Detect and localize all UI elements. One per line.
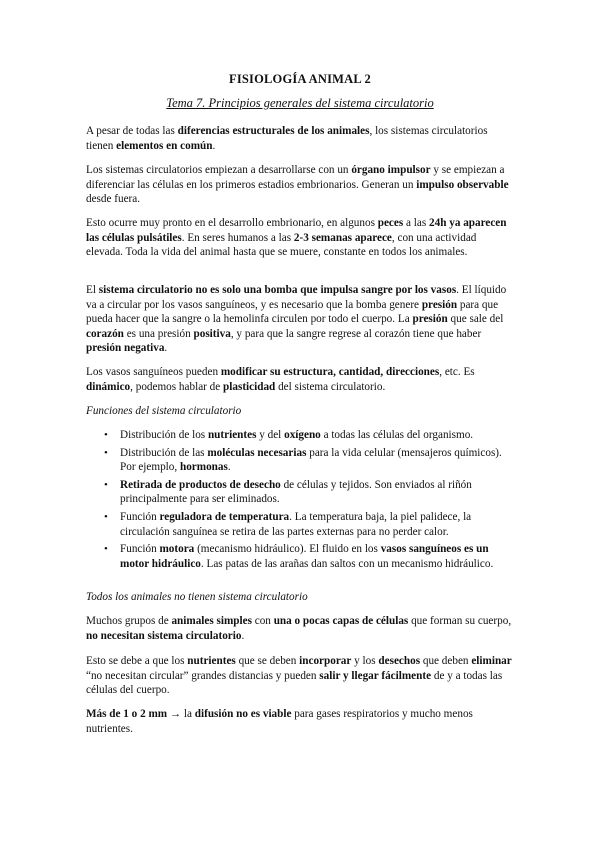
bold-term: dinámico — [86, 380, 131, 393]
text-run: del sistema circulatorio. — [275, 380, 386, 393]
text-run: . — [164, 342, 168, 355]
bold-term: incorporar — [299, 655, 352, 667]
text-run: . — [241, 629, 245, 642]
text-run: . El líquido va a circular por los vasos sanguíneos, y es necesario que la bomba genere — [86, 284, 507, 311]
bold-term: Más de 1 o 2 mm — [86, 708, 168, 720]
bold-term: nutrientes — [207, 429, 257, 441]
paragraph-plasticidad — [86, 365, 516, 394]
text-run: “no necesitan circular” grandes distancias y pueden — [86, 669, 320, 682]
text-run: que deben — [420, 655, 472, 667]
bold-term: presión negativa — [86, 342, 165, 355]
section-heading-funciones: Funciones del sistema circulatorio — [86, 405, 242, 417]
document-title: FISIOLOGÍA ANIMAL 2 — [228, 72, 372, 86]
bold-term: eliminar — [471, 655, 512, 667]
text-run: para la vida celular (mensajeros químicos). Por ejemplo, — [120, 446, 502, 474]
text-run: . — [227, 461, 231, 474]
text-run: es una presión — [123, 327, 194, 340]
text-run: y del — [256, 429, 285, 441]
text-run: . Las patas de las arañas dan saltos con un mecanismo hidráulico. — [200, 557, 494, 570]
bold-term: Retirada de productos de desecho — [120, 478, 281, 491]
text-run: y los — [351, 655, 379, 667]
bold-term: hormonas — [179, 461, 228, 474]
paragraph-animales-simples — [86, 614, 516, 643]
text-run: y se empiezan a diferenciar las células en los primeros estadios embrionarios. Generan un — [86, 164, 505, 191]
bullet-icon: • — [104, 446, 108, 459]
bullet-icon: • — [104, 543, 108, 556]
paragraph-organo-impulsor — [86, 163, 516, 207]
paragraph-difusion — [86, 707, 516, 736]
text-run: de células y tejidos. Son enviados al riñón principalmente para ser eliminados. — [120, 478, 472, 506]
list-item-text — [120, 511, 471, 538]
text-run: Los vasos sanguíneos pueden — [86, 366, 221, 378]
bold-term: órgano impulsor — [351, 164, 431, 176]
text-run: Esto se debe a que los — [86, 655, 188, 667]
text-run: . En seres humanos a las — [181, 231, 294, 244]
text-run: , con una actividad elevada. Toda la vida del animal hasta que se muere, constante en todos los animales. — [86, 231, 477, 259]
paragraph-presion — [86, 283, 516, 356]
functions-list — [86, 428, 516, 574]
text-run: a las — [403, 217, 430, 229]
paragraph-desarrollo-embrionario — [86, 216, 516, 260]
text-run: a todas las células del organismo. — [320, 429, 474, 441]
text-run: para que pueda hacer que la sangre o la hemolinfa circulen por todo el cuerpo. La — [86, 298, 499, 326]
bold-term: modificar su estructura, cantidad, direcciones — [220, 366, 440, 378]
text-run: Muchos grupos de — [86, 615, 172, 627]
text-run: Función — [120, 543, 160, 556]
bold-term: nutrientes — [187, 655, 236, 667]
text-run: (mecanismo hidráulico). El fluido en los — [194, 543, 381, 556]
text-run: que sale del — [447, 313, 504, 326]
text-run: A pesar de todas las — [86, 125, 178, 137]
text-run: . La temperatura baja, la piel palidece, la circulación sanguínea se retira de las partes externas para no perder calor. — [120, 510, 472, 538]
bold-term: elementos en común — [116, 139, 213, 152]
bold-term: impulso observable — [416, 178, 509, 191]
bold-term: sistema circulatorio no es solo una bomba que impulsa sangre por los vasos — [98, 284, 457, 296]
bullet-icon: • — [104, 478, 108, 491]
text-run: . — [212, 139, 216, 152]
list-item — [86, 428, 516, 443]
bullet-icon: • — [104, 429, 108, 441]
text-run: , los sistemas circulatorios tienen — [86, 125, 488, 152]
text-run: desde fuera. — [86, 193, 141, 206]
list-item-text — [120, 479, 472, 506]
text-run: que se deben — [235, 655, 300, 667]
bold-term: 2-3 semanas aparece — [293, 231, 392, 244]
list-item-text — [120, 447, 502, 474]
text-run: → la — [167, 708, 195, 720]
bold-term: moléculas necesarias — [207, 446, 307, 459]
document-subtitle: Tema 7. Principios generales del sistema circulatorio — [166, 96, 434, 110]
bold-term: no necesitan sistema circulatorio — [86, 629, 242, 642]
bold-term: 24h ya aparecen las células pulsátiles — [86, 217, 507, 244]
text-run: que forman su cuerpo, — [408, 615, 512, 627]
list-item — [86, 510, 516, 539]
text-run: Función — [120, 510, 160, 523]
bold-term: animales simples — [171, 615, 252, 627]
section-heading-sin-sistema: Todos los animales no tienen sistema circulatorio — [86, 591, 308, 603]
bold-term: plasticidad — [223, 380, 276, 393]
text-run: para gases respiratorios y mucho menos nutrientes. — [86, 708, 473, 735]
text-run: con — [251, 615, 274, 627]
text-run: Esto ocurre muy pronto en el desarrollo embrionario, en algunos — [86, 217, 378, 229]
bold-term: presión — [412, 313, 448, 326]
text-run: de y a todas las células del cuerpo. — [86, 669, 503, 697]
text-run: Distribución de los — [120, 429, 208, 441]
bold-term: desechos — [378, 655, 421, 667]
text-run: , y para que la sangre regrese al corazón tiene que haber — [230, 327, 482, 340]
bold-term: salir y llegar fácilmente — [319, 669, 432, 682]
bold-term: diferencias estructurales de los animales — [177, 125, 370, 137]
paragraph-intro — [86, 124, 516, 153]
text-run: , etc. Es — [439, 366, 475, 378]
paragraph-nutrientes-desechos — [86, 654, 516, 698]
list-item-text — [120, 429, 473, 441]
bold-term: oxígeno — [284, 429, 321, 441]
bold-term: presión — [421, 298, 458, 311]
text-run: , podemos hablar de — [130, 380, 224, 393]
bold-term: difusión no es viable — [194, 708, 292, 720]
list-item-text — [120, 543, 493, 570]
text-run: El — [86, 284, 99, 296]
bold-term: reguladora de temperatura — [159, 510, 290, 523]
text-run: Los sistemas circulatorios empiezan a desarrollarse con un — [86, 164, 352, 176]
bold-term: peces — [377, 217, 404, 229]
list-item — [86, 542, 516, 571]
bold-term: motora — [159, 543, 195, 556]
bullet-icon: • — [104, 510, 108, 523]
list-item — [86, 446, 516, 475]
bold-term: vasos sanguíneos es un motor hidráulico — [120, 543, 489, 570]
text-run: Distribución de las — [120, 446, 208, 459]
bold-term: una o pocas capas de células — [273, 615, 409, 627]
bold-term: positiva — [193, 327, 231, 340]
bold-term: corazón — [86, 327, 124, 340]
list-item — [86, 478, 516, 507]
